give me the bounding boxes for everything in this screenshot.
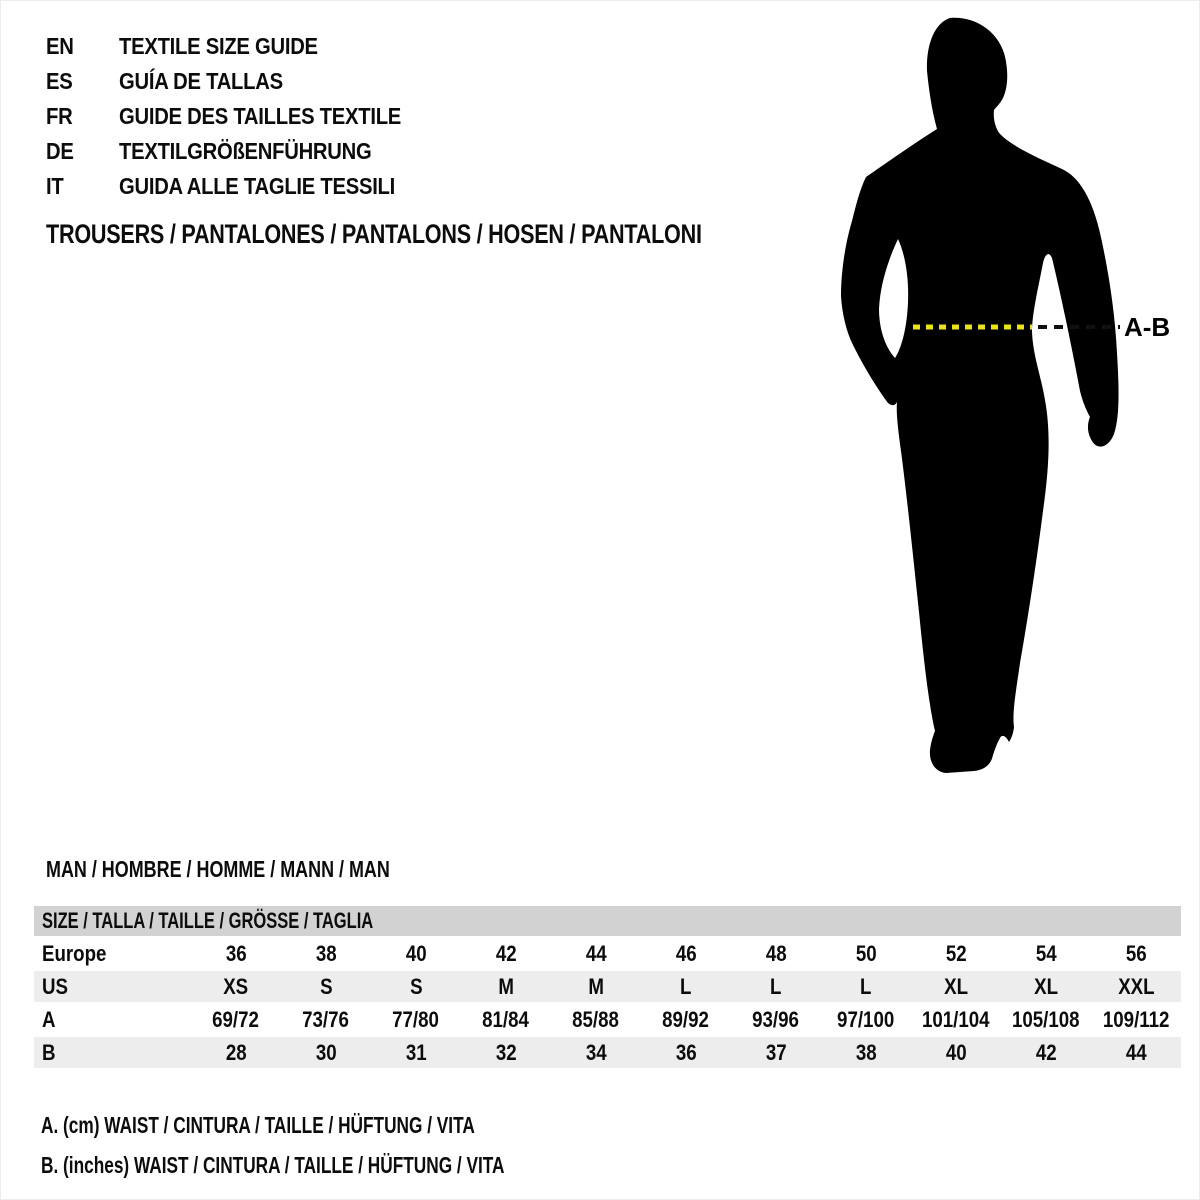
note-waist-cm: A. (cm) WAIST / CINTURA / TAILLE / HÜFTUNG / VITA: [41, 1111, 475, 1138]
size-table-row-europe: [34, 938, 1181, 969]
size-value: 69/72: [212, 1006, 260, 1032]
row-label: B: [42, 1039, 56, 1065]
size-table: [34, 906, 1181, 1068]
language-title: TEXTILE SIZE GUIDE: [119, 33, 318, 59]
size-value: 40: [945, 1039, 967, 1065]
size-value: 37: [765, 1039, 787, 1065]
size-value: XXL: [1117, 973, 1155, 999]
size-value: 32: [495, 1039, 517, 1065]
size-value: 36: [225, 940, 247, 966]
size-value: 42: [1035, 1039, 1057, 1065]
language-code: EN: [46, 33, 74, 59]
size-value: M: [588, 973, 604, 999]
size-value: XL: [944, 973, 968, 999]
size-value: 44: [585, 940, 607, 966]
size-value: 52: [945, 940, 967, 966]
note-waist-inches: B. (inches) WAIST / CINTURA / TAILLE / HÜFTUNG / VITA: [41, 1151, 505, 1178]
size-value: 40: [405, 940, 427, 966]
size-value: 77/80: [392, 1006, 440, 1032]
size-value: 85/88: [572, 1006, 620, 1032]
language-title: TEXTILGRÖßENFÜHRUNG: [119, 138, 372, 164]
language-title: GUIDE DES TAILLES TEXTILE: [119, 103, 402, 129]
size-value: 73/76: [302, 1006, 350, 1032]
language-title: GUÍA DE TALLAS: [119, 68, 283, 94]
language-code: IT: [46, 173, 64, 199]
size-value: S: [409, 973, 423, 999]
size-value: 38: [315, 940, 337, 966]
section-heading: MAN / HOMBRE / HOMME / MANN / MAN: [46, 856, 390, 882]
size-table-row-us: [34, 971, 1181, 1002]
size-value: 50: [855, 940, 877, 966]
size-value: 56: [1125, 940, 1147, 966]
language-code: ES: [46, 68, 73, 94]
measure-label-ab: A-B: [1124, 312, 1171, 342]
size-value: L: [860, 973, 872, 999]
size-table-header: SIZE / TALLA / TAILLE / GRÖSSE / TAGLIA: [34, 906, 1181, 936]
size-value: L: [680, 973, 692, 999]
size-value: 42: [495, 940, 517, 966]
size-table-body: [34, 938, 1181, 1068]
man-silhouette: [841, 18, 1119, 773]
size-table-row-a: [34, 1004, 1181, 1035]
size-value: 97/100: [837, 1006, 895, 1032]
size-value: 36: [675, 1039, 697, 1065]
row-label: US: [42, 973, 68, 999]
size-value: M: [498, 973, 514, 999]
size-value: 105/108: [1012, 1006, 1080, 1032]
size-value: 34: [585, 1039, 607, 1065]
size-value: 30: [315, 1039, 337, 1065]
language-title: GUIDA ALLE TAGLIE TESSILI: [119, 173, 396, 199]
size-value: L: [770, 973, 782, 999]
row-label: Europe: [42, 940, 107, 966]
product-title: TROUSERS / PANTALONES / PANTALONS / HOSEN / PANTALONI: [46, 219, 702, 249]
size-value: 93/96: [752, 1006, 800, 1032]
size-value: XS: [223, 973, 249, 999]
size-value: XL: [1034, 973, 1058, 999]
size-table-row-b: [34, 1037, 1181, 1068]
size-value: S: [319, 973, 333, 999]
size-value: 54: [1035, 940, 1057, 966]
size-value: 28: [225, 1039, 247, 1065]
size-value: 101/104: [922, 1006, 990, 1032]
size-value: 81/84: [482, 1006, 530, 1032]
row-label: A: [42, 1006, 56, 1032]
size-value: 38: [855, 1039, 877, 1065]
size-value: 48: [765, 940, 787, 966]
language-code: DE: [46, 138, 74, 164]
size-value: 109/112: [1102, 1006, 1170, 1032]
size-value: 44: [1125, 1039, 1147, 1065]
size-value: 89/92: [662, 1006, 710, 1032]
size-value: 31: [405, 1039, 427, 1065]
size-value: 46: [675, 940, 697, 966]
measurement-notes: [41, 1105, 659, 1185]
language-code: FR: [46, 103, 73, 129]
